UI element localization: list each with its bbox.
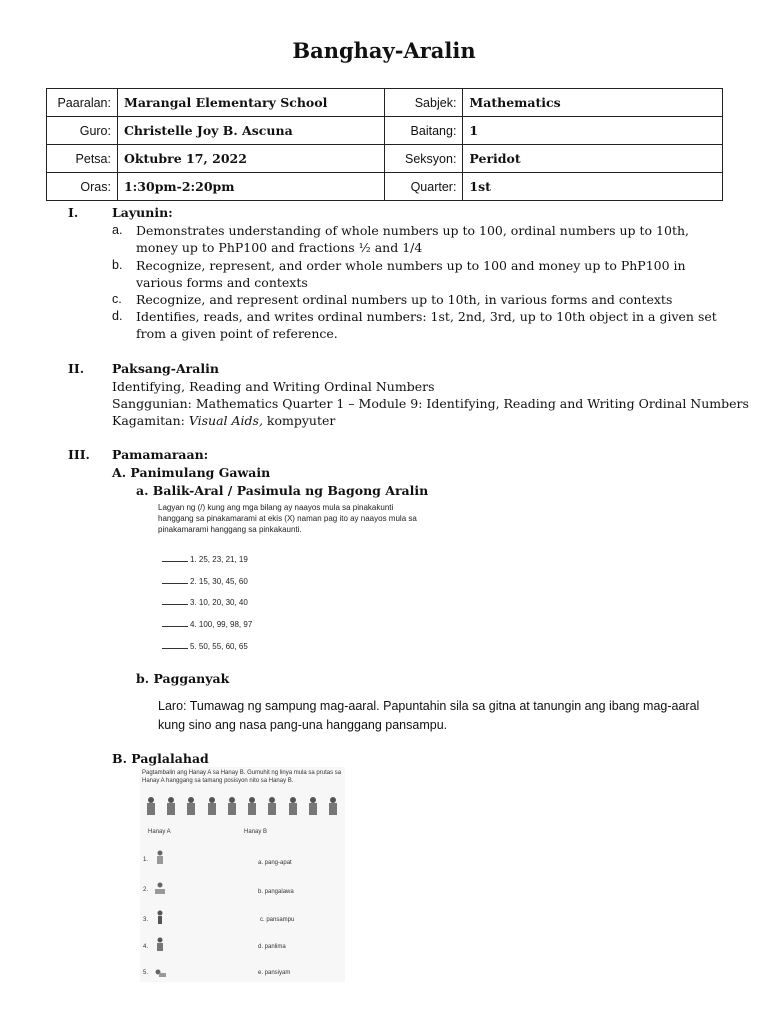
answer-blank bbox=[162, 561, 188, 562]
time-label: Oras: bbox=[47, 173, 118, 201]
list-item: 1. 25, 23, 21, 19 bbox=[162, 555, 248, 564]
materials-rest: kompyuter bbox=[262, 413, 336, 428]
list-item: 3. 10, 20, 30, 40 bbox=[162, 598, 248, 607]
person-figure-icon bbox=[154, 937, 166, 951]
person-figure-icon bbox=[265, 797, 279, 817]
materials-text bbox=[112, 412, 335, 429]
item-number: 3. bbox=[143, 917, 149, 923]
person-figure-icon bbox=[144, 797, 158, 817]
objective-text: Recognize, and represent ordinal numbers up to 10th, in various forms and contexts bbox=[136, 292, 673, 307]
column-a-header: Hanay A bbox=[148, 829, 171, 835]
objective-letter: b. bbox=[112, 258, 123, 272]
school-label: Paaralan: bbox=[47, 89, 118, 117]
section-title: Pamamaraan: bbox=[112, 447, 209, 462]
worksheet-instruction: Lagyan ng (/) kung ang mga bilang ay naayos mula sa pinakakunti hanggang sa pinakamarami at ekis (X) naman pag ito ay naayos mula sa pinakamarami hanggang sa pinkakaunti. bbox=[158, 503, 417, 534]
answer-option: d. panlima bbox=[258, 944, 286, 950]
answer-blank bbox=[162, 583, 188, 584]
section-number: II. bbox=[68, 361, 85, 376]
table-row bbox=[47, 173, 723, 201]
person-figure-icon bbox=[154, 910, 166, 924]
school-value: Marangal Elementary School bbox=[117, 89, 384, 117]
part-a-b-heading: b. Pagganyak bbox=[136, 671, 230, 686]
list-item: 2. 15, 30, 45, 60 bbox=[162, 577, 248, 586]
answer-blank bbox=[162, 626, 188, 627]
item-number: 1. bbox=[143, 857, 149, 863]
person-figure-icon bbox=[154, 850, 166, 864]
topic-text: Identifying, Reading and Writing Ordinal Numbers bbox=[112, 379, 435, 394]
page-title: Banghay-Aralin bbox=[292, 38, 476, 63]
date-label: Petsa: bbox=[47, 145, 118, 173]
motivation-text: Laro: Tumawag ng sampung mag-aaral. Papuntahin sila sa gitna at tanungin ang ibang mag-aaral kung sino ang nasa pang-una hanggang pansampu. bbox=[158, 699, 700, 732]
column-b-header: Hanay B bbox=[244, 829, 268, 835]
table-row bbox=[47, 89, 723, 117]
list-item: 4. 100, 99, 98, 97 bbox=[162, 620, 252, 629]
person-figure-icon bbox=[205, 797, 219, 817]
table-row bbox=[47, 117, 723, 145]
person-figure-icon bbox=[184, 797, 198, 817]
person-figure-icon bbox=[306, 797, 320, 817]
person-figure-icon bbox=[326, 797, 340, 817]
subject-value: Mathematics bbox=[463, 89, 723, 117]
objective-letter: d. bbox=[112, 309, 123, 323]
person-figure-icon bbox=[245, 797, 259, 817]
item-number: 4. bbox=[143, 944, 149, 950]
objective-item bbox=[112, 291, 722, 308]
teacher-value: Christelle Joy B. Ascuna bbox=[117, 117, 384, 145]
worksheet-instruction: Pagtambalin ang Hanay A sa Hanay B. Gumuhit ng linya mula sa prutas sa Hanay A hanggang sa tamang posisyon nito sa Hanay B. bbox=[142, 770, 342, 784]
quarter-label: Quarter: bbox=[385, 173, 463, 201]
section-procedure-heading bbox=[68, 447, 208, 462]
objective-text: Identifies, reads, and writes ordinal numbers: 1st, 2nd, 3rd, up to 10th object in a given set from a given point of reference. bbox=[136, 309, 717, 341]
objective-letter: a. bbox=[112, 223, 123, 237]
reference-text: Sanggunian: Mathematics Quarter 1 – Module 9: Identifying, Reading and Writing Ordinal Numbers bbox=[112, 396, 749, 411]
subject-label: Sabjek: bbox=[385, 89, 463, 117]
grade-label: Baitang: bbox=[385, 117, 463, 145]
part-b-heading: B. Paglalahad bbox=[112, 751, 209, 766]
materials-label: Kagamitan: bbox=[112, 413, 189, 428]
section-label: Seksyon: bbox=[385, 145, 463, 173]
table-row bbox=[47, 145, 723, 173]
objective-text: Demonstrates understanding of whole numbers up to 100, ordinal numbers up to 10th, money up to PhP100 and fractions ½ and 1/4 bbox=[136, 223, 689, 255]
section-objectives-heading bbox=[68, 205, 173, 220]
date-value: Oktubre 17, 2022 bbox=[117, 145, 384, 173]
materials-italic: Visual Aids, bbox=[188, 413, 263, 428]
list-item: 5. 50, 55, 60, 65 bbox=[162, 642, 248, 651]
section-number: I. bbox=[68, 205, 79, 220]
answer-option: b. pangalawa bbox=[258, 889, 294, 895]
section-title: Paksang-Aralin bbox=[112, 361, 219, 376]
section-topic-heading bbox=[68, 361, 219, 376]
matching-worksheet bbox=[140, 767, 345, 982]
answer-option: e. pansiyam bbox=[258, 970, 291, 976]
review-worksheet bbox=[158, 502, 438, 651]
figures-row bbox=[144, 797, 340, 819]
section-value: Peridot bbox=[463, 145, 723, 173]
person-figure-icon bbox=[286, 797, 300, 817]
person-figure-icon bbox=[154, 965, 166, 979]
objective-letter: c. bbox=[112, 292, 122, 306]
answer-blank bbox=[162, 604, 188, 605]
lesson-info-table bbox=[46, 88, 723, 201]
part-a-a-heading: a. Balik-Aral / Pasimula ng Bagong Aralin bbox=[136, 483, 429, 498]
objective-text: Recognize, represent, and order whole numbers up to 100 and money up to PhP100 in various forms and contexts bbox=[136, 258, 686, 290]
item-number: 2. bbox=[143, 887, 149, 893]
answer-blank bbox=[162, 648, 188, 649]
time-value: 1:30pm-2:20pm bbox=[117, 173, 384, 201]
answer-option: a. pang-apat bbox=[258, 860, 292, 866]
teacher-label: Guro: bbox=[47, 117, 118, 145]
answer-option: c. pansampu bbox=[260, 917, 295, 923]
section-title: Layunin: bbox=[112, 205, 173, 220]
person-figure-icon bbox=[154, 881, 166, 895]
part-a-heading: A. Panimulang Gawain bbox=[112, 465, 271, 480]
section-number: III. bbox=[68, 447, 90, 462]
objective-item bbox=[112, 308, 722, 342]
person-figure-icon bbox=[225, 797, 239, 817]
person-figure-icon bbox=[164, 797, 178, 817]
grade-value: 1 bbox=[463, 117, 723, 145]
objective-item bbox=[112, 222, 722, 256]
quarter-value: 1st bbox=[463, 173, 723, 201]
item-number: 5. bbox=[143, 970, 149, 976]
objective-item bbox=[112, 257, 722, 291]
